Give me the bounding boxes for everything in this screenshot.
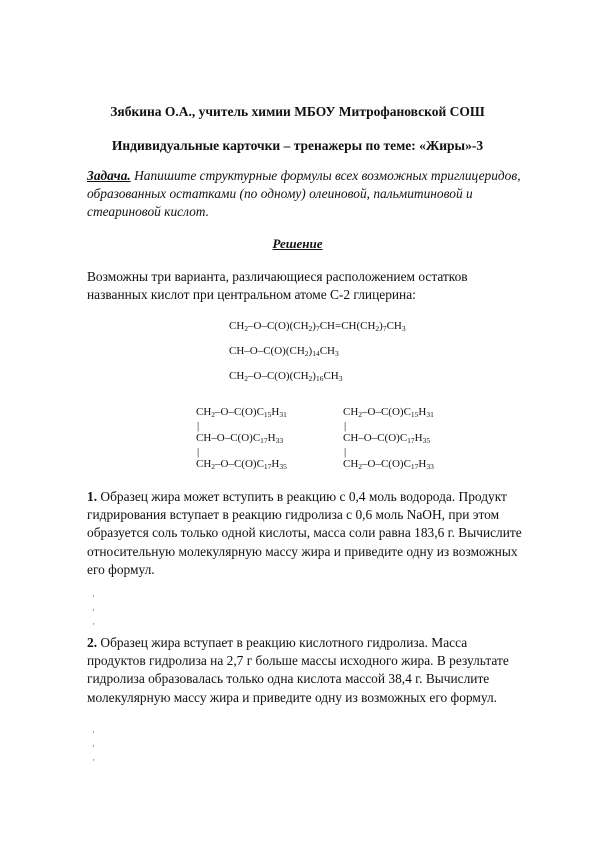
structure-1-row-3: $CH_2-O-C(O)(CH_2)_{16}CH_3$ bbox=[229, 370, 343, 383]
structure-2-bond-2: | bbox=[197, 446, 200, 458]
structure-3-bond-1: | bbox=[344, 420, 347, 432]
task-text: Напишите структурные формулы всех возможных триглицеридов, образованных остатками (по одному) олеиновой, пальмитиновой и стеариновой кислот. bbox=[87, 168, 521, 220]
structure-1-row-1: $CH_2-O-C(O)(CH_2)_7CH=CH(CH_2)_7CH_3$ bbox=[229, 320, 406, 333]
structure-2-row-1: $CH_2-O-C(O)C_{15}H_{31}$ bbox=[196, 406, 287, 419]
problem-2 bbox=[87, 634, 527, 707]
problem-1-number: 1. bbox=[87, 489, 98, 504]
structure-3-row-1: $CH_2-O-C(O)C_{15}H_{31}$ bbox=[343, 406, 434, 419]
task-block bbox=[87, 167, 527, 222]
structure-1-row-2: $CH-O-C(O)(CH_2)_{14}CH_3$ bbox=[229, 345, 339, 358]
solution-heading-wrap bbox=[0, 236, 595, 252]
structure-2-row-2: $CH-O-C(O)C_{17}H_{33}$ bbox=[196, 432, 284, 445]
solution-heading: Решение bbox=[272, 236, 323, 251]
answer-space-1: · · · bbox=[92, 591, 95, 629]
structure-2-row-3: $CH_2-O-C(O)C_{17}H_{35}$ bbox=[196, 458, 287, 471]
solution-intro: Возможны три варианта, различающиеся расположением остатков названных кислот при центральном атоме С-2 глицерина: bbox=[87, 269, 468, 303]
task-label: Задача. bbox=[87, 168, 131, 183]
structure-3-row-3: $CH_2-O-C(O)C_{17}H_{33}$ bbox=[343, 458, 434, 471]
structure-2-bond-1: | bbox=[197, 420, 200, 432]
author-line: Зябкина О.А., учитель химии МБОУ Митрофановской СОШ bbox=[110, 104, 485, 119]
structure-3-bond-2: | bbox=[344, 446, 347, 458]
problem-2-text: Образец жира вступает в реакцию кислотного гидролиза. Масса продуктов гидролиза на 2,7 г больше массы исходного жира. В результате гидролиза образовалась только одна кислота массой 38,4 г. Вычислите молекулярную массу жира и приведите одну из возможных его формул. bbox=[87, 635, 509, 705]
problem-1 bbox=[87, 488, 527, 579]
problem-2-number: 2. bbox=[87, 635, 98, 650]
answer-space-2: · · · bbox=[92, 727, 95, 765]
problem-1-text: Образец жира может вступить в реакцию с 0,4 моль водорода. Продукт гидрирования вступает в реакцию гидролиза с 0,6 моль NaOH, при этом образуется соль только одной кислоты, масса соли равна 183,6 г. Вычислите относительную молекулярную массу жира и приведите одну из возможных его формул. bbox=[87, 489, 522, 577]
worksheet-title: Индивидуальные карточки – тренажеры по теме: «Жиры»-3 bbox=[111, 138, 484, 153]
structure-3-row-2: $CH-O-C(O)C_{17}H_{35}$ bbox=[343, 432, 431, 445]
